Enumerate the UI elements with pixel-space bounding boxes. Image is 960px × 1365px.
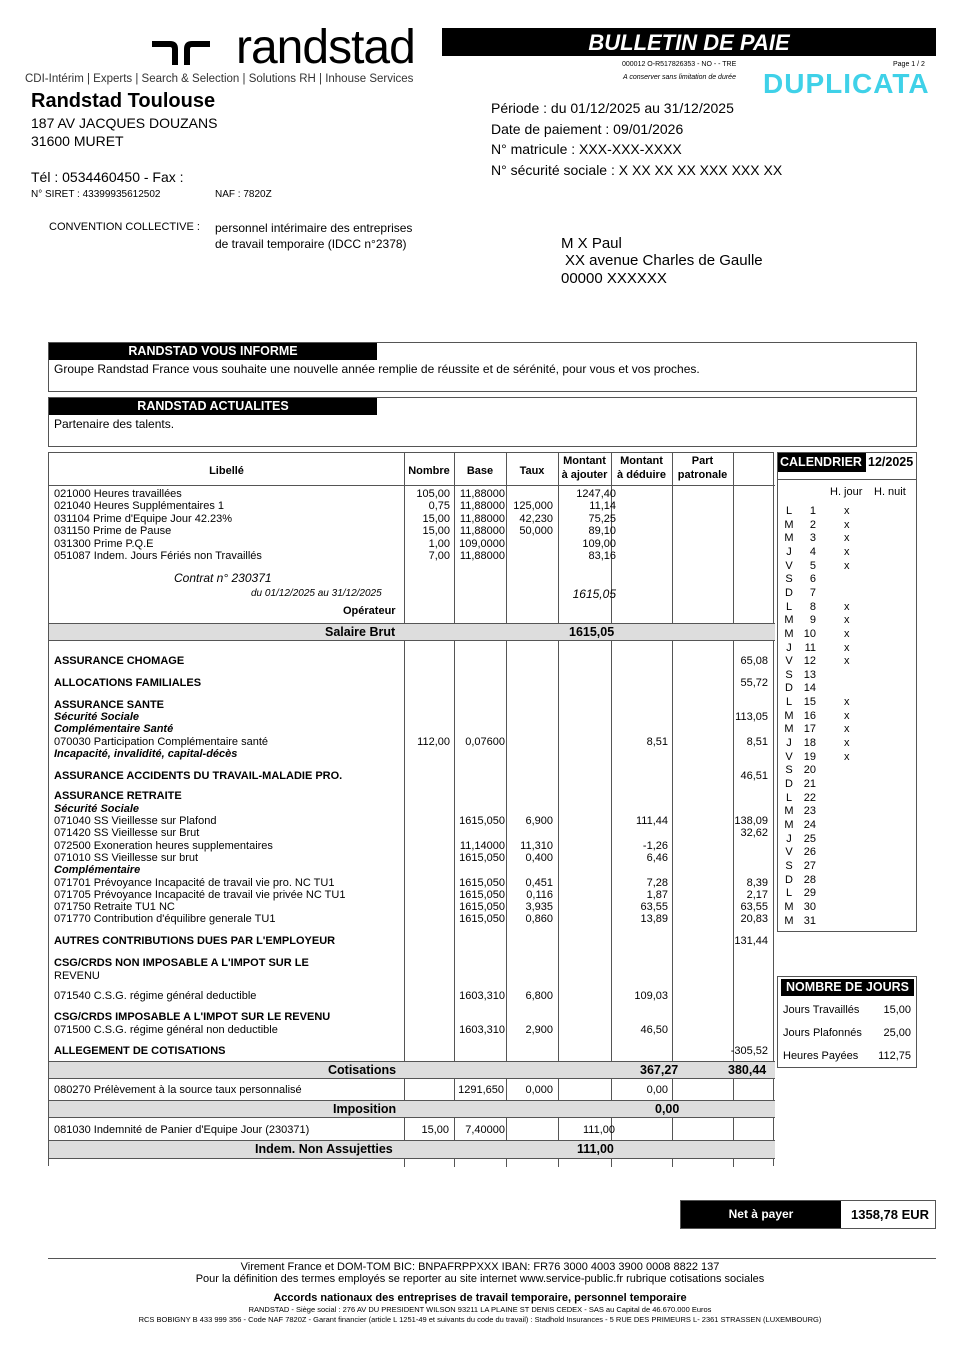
contribution-label: AUTRES CONTRIBUTIONS DUES PAR L'EMPLOYEUR [54,935,336,947]
contribution-base: 0,07600 [465,736,505,748]
calendar-weekday: M [784,627,794,640]
contribution-label: 071540 C.S.G. régime général deductible [54,990,257,1002]
news-text: Partenaire des talents. [54,417,175,431]
calendar-day: 26 [803,846,816,859]
earning-base: 11,88000 [459,550,505,562]
contribution-deduire: 6,46 [646,852,668,864]
contribution-taux: 2,900 [525,1024,553,1036]
contribution-patronale: 131,44 [734,935,768,947]
header-deduire-2: à déduire [617,469,666,481]
contribution-label: ASSURANCE SANTE [54,699,165,711]
footer-rcs: RCS BOBIGNY B 433 999 356 - Code NAF 7820Z - Garant financier (article L 1251-49 et suivants du code du travail) : Stadhold Insurances - 5 RUE DES PRIMEURS L- 2361 STRASSEN (LUXEMBOURG) [138,1315,822,1324]
days-box [777,976,917,1068]
calendar-day: 22 [803,791,816,804]
calendar-weekday: L [785,600,793,613]
footer-bank: Virement France et DOM-TOM BIC: BNPAFRPPXXX IBAN: FR76 3000 4003 3900 0008 8822 137 [240,1261,720,1273]
contract-number: Contrat n° 230371 [174,571,272,585]
earning-nombre: 1,00 [428,537,450,550]
cotisations-label: Cotisations [328,1063,397,1077]
payslip-table [48,452,774,1166]
keep-notice: A conserver sans limitation de durée [623,74,736,81]
employer-naf: NAF : 7820Z [215,189,272,200]
panier-nombre: 15,00 [421,1124,449,1136]
calendar-day: 3 [809,532,816,545]
contribution-patronale: 8,51 [746,736,768,748]
contribution-label: ASSURANCE RETRAITE [54,790,182,802]
calendar-day: 17 [803,723,816,736]
calendar-hjour-mark: x [844,518,850,531]
randstad-logo-icon [152,37,212,65]
calendar-weekday: S [785,859,793,872]
days-row-label: Heures Payées [783,1050,859,1062]
calendar-day: 11 [804,641,816,654]
calendar-day: 24 [803,818,816,831]
calendar-hjour-mark: x [844,696,850,709]
contribution-patronale: 32,62 [740,827,768,839]
calendar-day: 1 [809,505,816,517]
days-row-label: Jours Plafonnés [783,1027,862,1039]
contribution-deduire: 8,51 [646,736,668,748]
contribution-label: 071701 Prévoyance Incapacité de travail vie pro. NC TU1 [54,877,335,889]
non-assujetties-label: Indem. Non Assujetties [255,1142,393,1156]
calendar-day: 6 [809,573,816,586]
header-libelle: Libellé [209,465,244,477]
calendar-day: 30 [803,900,816,913]
earning-label: 021000 Heures travaillées [54,488,182,500]
contribution-taux: 0,400 [525,852,553,864]
contribution-label: ALLOCATIONS FAMILIALES [54,677,202,689]
calendar-day: 2 [809,518,816,531]
calendar-day: 25 [803,832,816,845]
calendar-hjour-mark: x [844,600,850,613]
calendar-weekday: M [784,914,794,927]
calendar-day: 13 [803,668,816,681]
header-ajouter-2: à ajouter [561,469,608,481]
contribution-base: 1615,050 [459,852,505,864]
contribution-deduire: 111,44 [635,815,668,827]
cotisations-patronale: 380,44 [728,1063,767,1077]
earning-label: 031150 Prime de Pause [54,525,172,538]
calendar-day: 7 [809,586,816,599]
contribution-label: ASSURANCE ACCIDENTS DU TRAVAIL-MALADIE PRO. [54,770,343,782]
contribution-deduire: 109,03 [634,990,668,1002]
contribution-label: CSG/CRDS IMPOSABLE A L'IMPOT SUR LE REVENU [54,1011,331,1023]
duplicata-stamp: DUPLICATA [763,68,930,99]
calendar-weekday: M [784,709,794,722]
earning-base: 11,88000 [459,500,505,513]
calendar-day: 14 [803,682,816,695]
contribution-taux: 3,935 [525,901,553,913]
calendar-weekday: M [784,805,794,818]
calendar-weekday: M [784,900,794,913]
contribution-label: ALLEGEMENT DE COTISATIONS [54,1045,226,1057]
social-security-number: N° sécurité sociale : X XX XX XX XXX XXX XX [491,162,783,178]
footer-siege: RANDSTAD - Siège social : 276 AV DU PRESIDENT WILSON 93211 LA PLAINE ST DENIS CEDEX - SAS au Capital de 46.670.000 Euros [248,1305,712,1314]
contribution-taux: 11,310 [520,840,553,852]
contribution-label: 071010 SS Vieillesse sur brut [54,852,199,864]
header-taux: Taux [519,465,545,477]
contribution-patronale: -305,52 [730,1045,768,1057]
calendar-hnuit: H. nuit [874,486,906,498]
contribution-label: 071770 Contribution d'équilibre generale TU1 [54,913,276,925]
contribution-patronale: 55,72 [740,677,768,689]
calendar-day: 16 [803,709,816,722]
contribution-patronale: 20,83 [740,913,768,925]
contribution-label: 071040 SS Vieillesse sur Plafond [54,815,217,827]
earning-nombre: 0,75 [428,500,450,513]
earning-nombre: 105,00 [416,488,450,500]
calendar-weekday: J [786,832,792,845]
employer-siret: N° SIRET : 43399935612502 [31,189,161,200]
calendar-hjour-mark: x [844,737,850,750]
calendar-weekday: S [785,668,793,681]
contribution-taux: 0,451 [525,877,553,889]
contribution-deduire: 7,28 [646,877,668,889]
days-row-value: 15,00 [883,1004,911,1016]
contribution-base: 1615,050 [459,913,505,925]
contribution-base: 1603,310 [459,990,505,1002]
contribution-label: Complémentaire Santé [54,723,174,735]
calendar-day: 18 [803,737,816,750]
employer-name: Randstad Toulouse [31,90,216,112]
calendar-weekday: V [785,846,793,859]
calendar-weekday: V [785,655,793,668]
contribution-base: 1615,050 [459,889,505,901]
employee-city: 00000 XXXXXX [561,270,667,287]
calendar-weekday: M [784,723,794,736]
net-box [680,1200,936,1229]
panier-label: 081030 Indemnité de Panier d'Equipe Jour (230371) [54,1124,310,1136]
days-row-value: 25,00 [883,1027,911,1039]
calendar-hjour-mark: x [844,532,850,545]
calendar-weekday: S [785,764,793,777]
pas-taux: 0,000 [525,1084,553,1096]
earning-ajouter: 11,14 [589,500,616,513]
panier-ajouter: 111,00 [582,1124,615,1136]
net-value: 1358,78 EUR [851,1207,930,1222]
earning-ajouter: 89,10 [588,525,616,538]
calendar-weekday: D [785,873,793,886]
page-number: Page 1 / 2 [893,61,925,68]
contribution-deduire: 1,87 [646,889,668,901]
calendar-weekday: L [785,696,793,709]
contribution-label: Sécurité Sociale [54,803,139,815]
contribution-patronale: 8,39 [746,877,768,889]
calendar-hjour-mark: x [844,655,850,668]
calendar-day: 10 [803,627,816,640]
calendar-day: 29 [803,887,816,900]
contribution-base: 1615,050 [459,901,505,913]
employer-address-1: 187 AV JACQUES DOUZANS [31,115,218,131]
contribution-patronale: 138,09 [734,815,768,827]
info-text: Groupe Randstad France vous souhaite une nouvelle année remplie de réussite et de sérénité, pour vous et vos proches. [54,362,700,376]
operateur-label: Opérateur [343,605,396,617]
calendar-weekday: M [784,532,794,545]
contribution-patronale: 2,17 [746,889,768,901]
payment-date: Date de paiement : 09/01/2026 [491,121,684,137]
calendar-hjour-mark: x [844,709,850,722]
calendar-weekday: M [784,614,794,627]
convention-label: CONVENTION COLLECTIVE : [49,221,200,233]
calendar-weekday: M [784,818,794,831]
header-nombre: Nombre [408,465,450,477]
contribution-deduire: 46,50 [640,1024,668,1036]
pas-deduire: 0,00 [646,1084,668,1096]
calendar-day: 19 [803,750,816,763]
panier-base: 7,40000 [465,1124,505,1136]
employee-name: M X Paul [561,235,622,252]
contribution-base: 1603,310 [459,1024,505,1036]
calendar-hjour-mark: x [844,641,850,654]
calendar-weekday: V [785,559,793,572]
calendar-hjour: H. jour [830,486,863,498]
contribution-nombre: 112,00 [417,736,450,748]
calendar-weekday: M [784,518,794,531]
non-assujetties-bar [49,1140,775,1159]
footer-accords: Accords nationaux des entreprises de travail temporaire, personnel temporaire [273,1292,687,1304]
calendar-weekday: L [785,791,793,804]
net-label: Net à payer [681,1201,841,1228]
earning-label: 031300 Prime P.Q.E [54,537,154,550]
contribution-label: 070030 Participation Complémentaire santé [54,736,269,748]
earning-label: 031104 Prime d'Equipe Jour 42.23% [54,512,233,525]
imposition-bar [49,1100,775,1118]
calendar-day: 12 [803,655,816,668]
non-assujetties-value: 111,00 [577,1142,614,1156]
imposition-value: 0,00 [655,1102,680,1116]
calendar-weekday: D [785,586,793,599]
news-title: RANDSTAD ACTUALITES [49,398,377,415]
earning-nombre: 7,00 [428,550,450,562]
calendar-day: 28 [803,873,816,886]
calendar-box [777,452,917,932]
contribution-label: REVENU [54,970,100,982]
brut-label: Salaire Brut [325,625,396,639]
contribution-patronale: 46,51 [740,770,768,782]
earning-ajouter: 75,25 [588,512,616,525]
earning-nombre: 15,00 [422,525,450,538]
contribution-label: Sécurité Sociale [54,711,139,723]
earning-base: 11,88000 [459,512,505,525]
footer-divider [48,1258,936,1259]
brut-bar [49,623,775,641]
cotisations-deduire: 367,27 [640,1063,679,1077]
contract-total: 1615,05 [572,587,616,601]
calendar-day: 31 [803,914,816,927]
contribution-taux: 6,800 [525,990,553,1002]
header-base: Base [466,465,494,477]
calendar-weekday: D [785,682,793,695]
calendar-weekday: S [785,573,793,586]
document-ref: 000012 O-R517826353 - NO - - TRE [622,61,737,68]
contribution-deduire: 13,89 [640,913,668,925]
calendar-weekday: J [786,737,792,750]
earning-taux: 42,230 [519,512,553,525]
period: Période : du 01/12/2025 au 31/12/2025 [491,100,734,116]
contribution-label: 071750 Retraite TU1 NC [54,901,175,913]
contribution-label: ASSURANCE CHOMAGE [54,655,185,667]
calendar-hjour-mark: x [844,723,850,736]
calendar-weekday: L [785,505,793,517]
calendar-title: CALENDRIER [778,453,866,472]
contribution-label: CSG/CRDS NON IMPOSABLE A L'IMPOT SUR LE [54,957,309,969]
header-patronale-2: patronale [677,469,728,481]
pas-base: 1291,650 [458,1084,504,1096]
cotisations-bar [49,1061,775,1079]
employer-address-2: 31600 MURET [31,133,124,149]
employer-phone: Tél : 0534460450 - Fax : [31,169,184,185]
earning-taux: 50,000 [519,525,553,538]
contribution-label: 071420 SS Vieillesse sur Brut [54,827,200,839]
contribution-taux: 6,900 [525,815,553,827]
calendar-day: 8 [809,600,816,613]
imposition-label: Imposition [333,1102,397,1116]
brut-value: 1615,05 [569,625,615,639]
calendar-day: 9 [809,614,816,627]
calendar-day: 5 [809,559,816,572]
brand-subtitle: CDI-Intérim | Experts | Search & Selection | Solutions RH | Inhouse Services [25,73,414,85]
calendar-hjour-mark: x [844,505,850,517]
calendar-day: 21 [803,778,816,790]
contribution-label: 071705 Prévoyance Incapacité de travail vie privée NC TU1 [54,889,346,901]
contribution-patronale: 63,55 [740,901,768,913]
earning-ajouter: 109,00 [582,537,616,550]
calendar-hjour-mark: x [844,614,850,627]
earning-nombre: 15,00 [422,512,450,525]
calendar-weekday: J [786,641,792,654]
earning-label: 051087 Indem. Jours Fériés non Travaillés [54,550,262,562]
contribution-label: 071500 C.S.G. régime général non deductible [54,1024,278,1036]
days-title: NOMBRE DE JOURS [781,979,914,996]
contribution-label: Incapacité, invalidité, capital-décès [54,748,238,760]
contribution-base: 11,14000 [459,840,505,852]
earning-ajouter: 1247,40 [576,488,616,500]
earning-base: 109,0000 [459,537,505,550]
document-title: BULLETIN DE PAIE [442,28,936,56]
calendar-weekday: L [785,887,793,900]
calendar-month: 12/2025 [868,455,914,469]
calendar-hjour-mark: x [844,559,850,572]
convention-line-1: personnel intérimaire des entreprises [215,221,413,235]
calendar-weekday: J [786,545,792,558]
days-row-label: Jours Travaillés [783,1004,860,1016]
calendar-hjour-mark: x [844,627,850,640]
contribution-patronale: 113,05 [735,711,768,723]
earning-base: 11,88000 [459,488,505,500]
calendar-day: 23 [803,805,816,818]
footer-definition: Pour la définition des termes employés se reporter au site internet www.service-public.fr rubrique cotisations sociales [195,1273,765,1285]
brand-wordmark: randstad [236,21,415,74]
contribution-deduire: -1,26 [642,840,668,852]
header-patronale-1: Part [691,455,714,467]
calendar-day: 15 [803,696,816,709]
contribution-patronale: 65,08 [740,655,768,667]
info-title: RANDSTAD VOUS INFORME [49,343,377,360]
contribution-label: Complémentaire [54,864,141,876]
contribution-taux: 0,116 [526,889,553,901]
calendar-day: 27 [803,859,816,872]
earning-label: 021040 Heures Supplémentaires 1 [54,500,225,513]
convention-line-2: de travail temporaire (IDCC n°2378) [215,237,407,251]
employee-address: XX avenue Charles de Gaulle [565,252,763,269]
earning-base: 11,88000 [459,525,505,538]
header-deduire-1: Montant [620,455,663,467]
contribution-deduire: 63,55 [640,901,668,913]
calendar-weekday: V [785,750,793,763]
contribution-label: 072500 Exoneration heures supplementaires [54,840,273,852]
earning-taux: 125,000 [513,500,553,513]
calendar-hjour-mark: x [844,545,850,558]
calendar-day: 20 [803,764,816,777]
earning-ajouter: 83,16 [588,550,616,562]
calendar-weekday: D [785,778,793,790]
days-row-value: 112,75 [878,1050,911,1062]
contribution-taux: 0,860 [525,913,553,925]
calendar-hjour-mark: x [844,750,850,763]
calendar-day: 4 [809,545,816,558]
contribution-base: 1615,050 [459,877,505,889]
header-ajouter-1: Montant [563,455,606,467]
contract-period: du 01/12/2025 au 31/12/2025 [251,588,382,599]
matricule: N° matricule : XXX-XXX-XXXX [491,141,682,157]
pas-label: 080270 Prélèvement à la source taux personnalisé [54,1084,302,1096]
contribution-base: 1615,050 [459,815,505,827]
